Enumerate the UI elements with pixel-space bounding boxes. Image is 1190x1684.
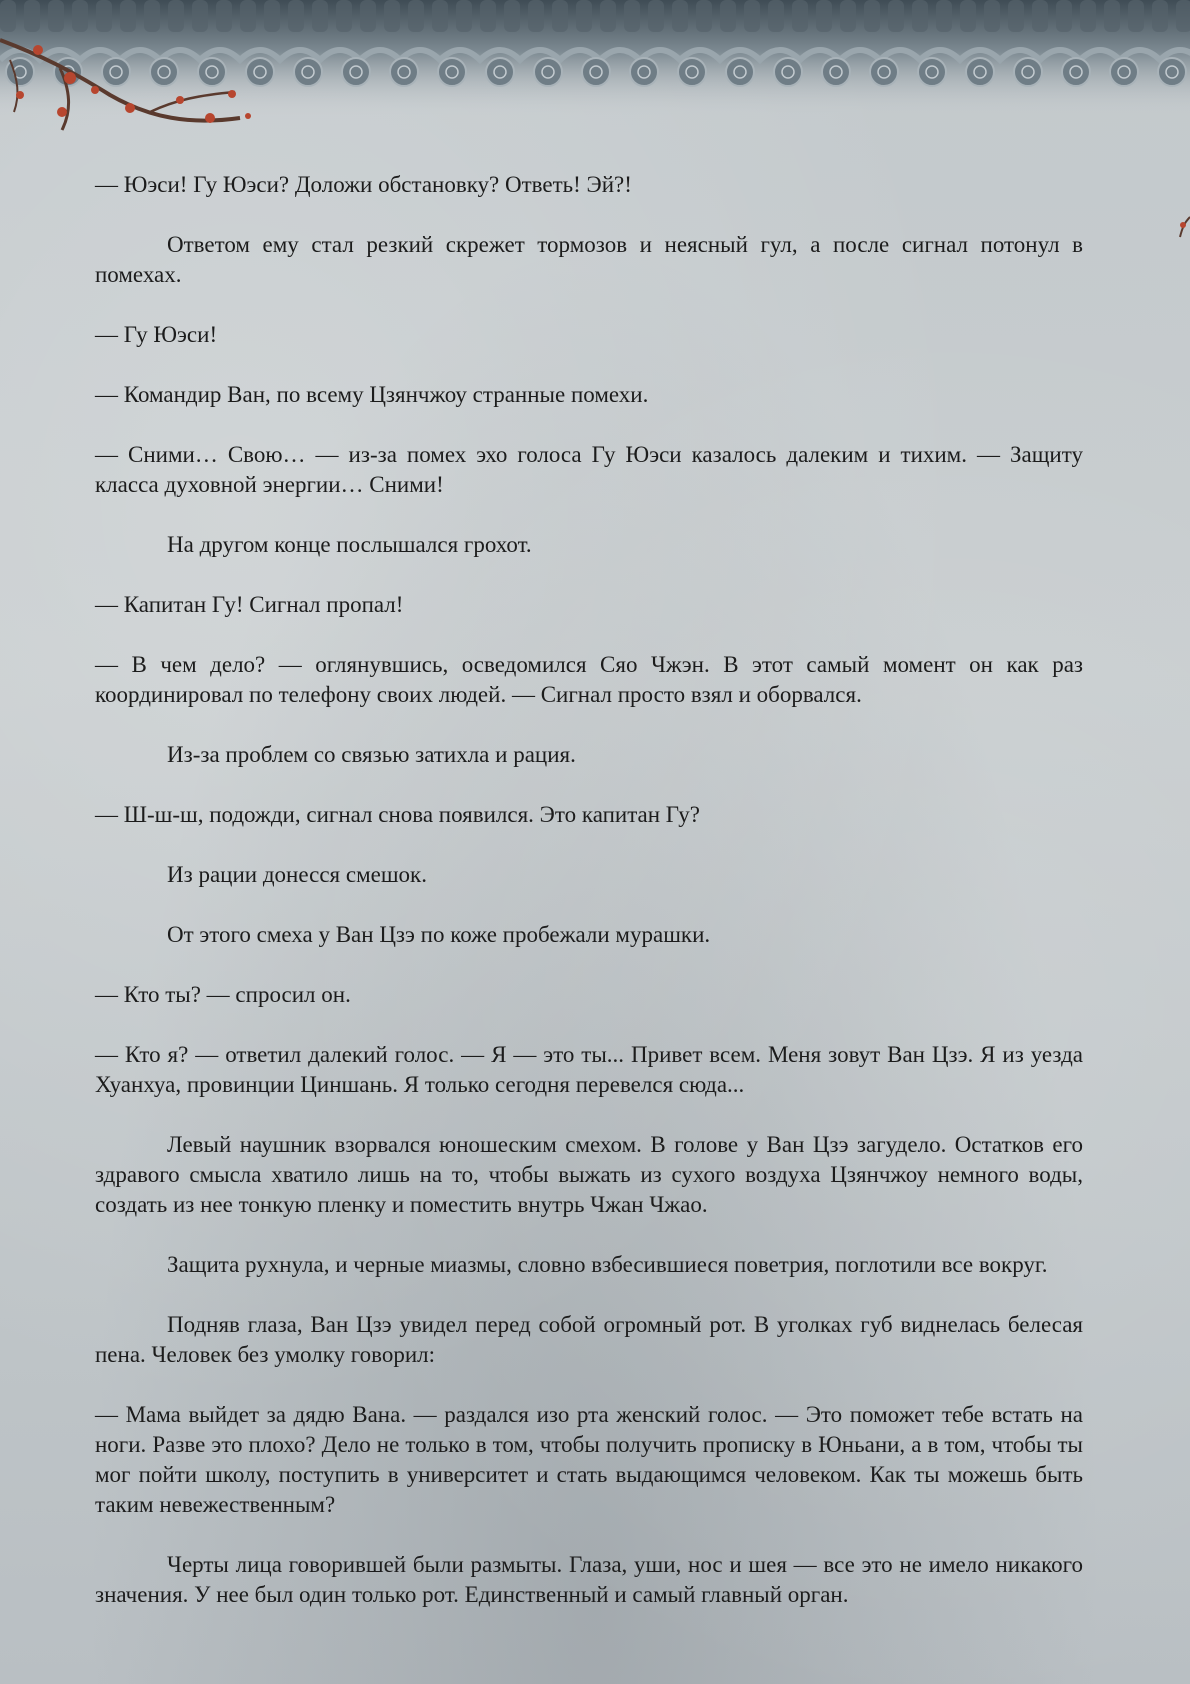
paragraph: Защита рухнула, и черные миазмы, словно взбесившиеся поветрия, поглотили все вокруг. (167, 1252, 1048, 1277)
paragraph: — Капитан Гу! Сигнал пропал! (95, 592, 404, 617)
chapter-text (95, 170, 1083, 1640)
paragraph: — Юэси! Гу Юэси? Доложи обстановку? Ответь! Эй?! (95, 172, 632, 197)
paragraph: От этого смеха у Ван Цзэ по коже пробежали мурашки. (167, 922, 711, 947)
paragraph: Ответом ему стал резкий скрежет тормозов и неясный гул, а после сигнал потонул в помехах. (95, 232, 1083, 287)
paragraph: Из-за проблем со связью затихла и рация. (167, 742, 576, 767)
paragraph: Левый наушник взорвался юношеским смехом. В голове у Ван Цзэ загудело. Остатков его здравого смысла хватило лишь на то, чтобы выжать из сухого воздуха Цзянчжоу немного воды, создать из нее тонкую пленку и поместить внутрь Чжан Чжао. (95, 1132, 1083, 1217)
paragraph: — Командир Ван, по всему Цзянчжоу странные помехи. (95, 382, 649, 407)
plum-blossom-branch-icon (0, 0, 330, 150)
paragraph: На другом конце послышался грохот. (167, 532, 532, 557)
paragraph: — Кто я? — ответил далекий голос. — Я — это ты... Привет всем. Меня зовут Ван Цзэ. Я из уезда Хуанхуа, провинции Циншань. Я только сегодня перевелся сюда... (95, 1042, 1083, 1097)
paragraph: — Сними… Свою… — из-за помех эхо голоса Гу Юэси казалось далеким и тихим. — Защиту класса духовной энергии… Сними! (95, 442, 1083, 497)
paragraph: Черты лица говорившей были размыты. Глаза, уши, нос и шея — все это не имело никакого значения. У нее был один только рот. Единственный и самый главный орган. (95, 1552, 1083, 1607)
paragraph: — Кто ты? — спросил он. (95, 982, 351, 1007)
paragraph: Из рации донесся смешок. (167, 862, 427, 887)
paragraph: — Мама выйдет за дядю Вана. — раздался изо рта женский голос. — Это поможет тебе встать на ноги. Разве это плохо? Дело не только в том, чтобы получить прописку в Юньани, а в том, чтобы ты мог пойти школу, поступить в университет и стать выдающимся человеком. Как ты можешь быть таким невежественным? (95, 1402, 1083, 1517)
blossom-twig-icon (1174, 215, 1190, 239)
paragraph: — В чем дело? — оглянувшись, осведомился Сяо Чжэн. В этот самый момент он как раз координировал по телефону своих людей. — Сигнал просто взял и оборвался. (95, 652, 1083, 707)
paragraph: — Гу Юэси! (95, 322, 218, 347)
paragraph: Подняв глаза, Ван Цзэ увидел перед собой огромный рот. В уголках губ виднелась белесая пена. Человек без умолку говорил: (95, 1312, 1083, 1367)
paragraph: — Ш-ш-ш, подожди, сигнал снова появился. Это капитан Гу? (95, 802, 700, 827)
